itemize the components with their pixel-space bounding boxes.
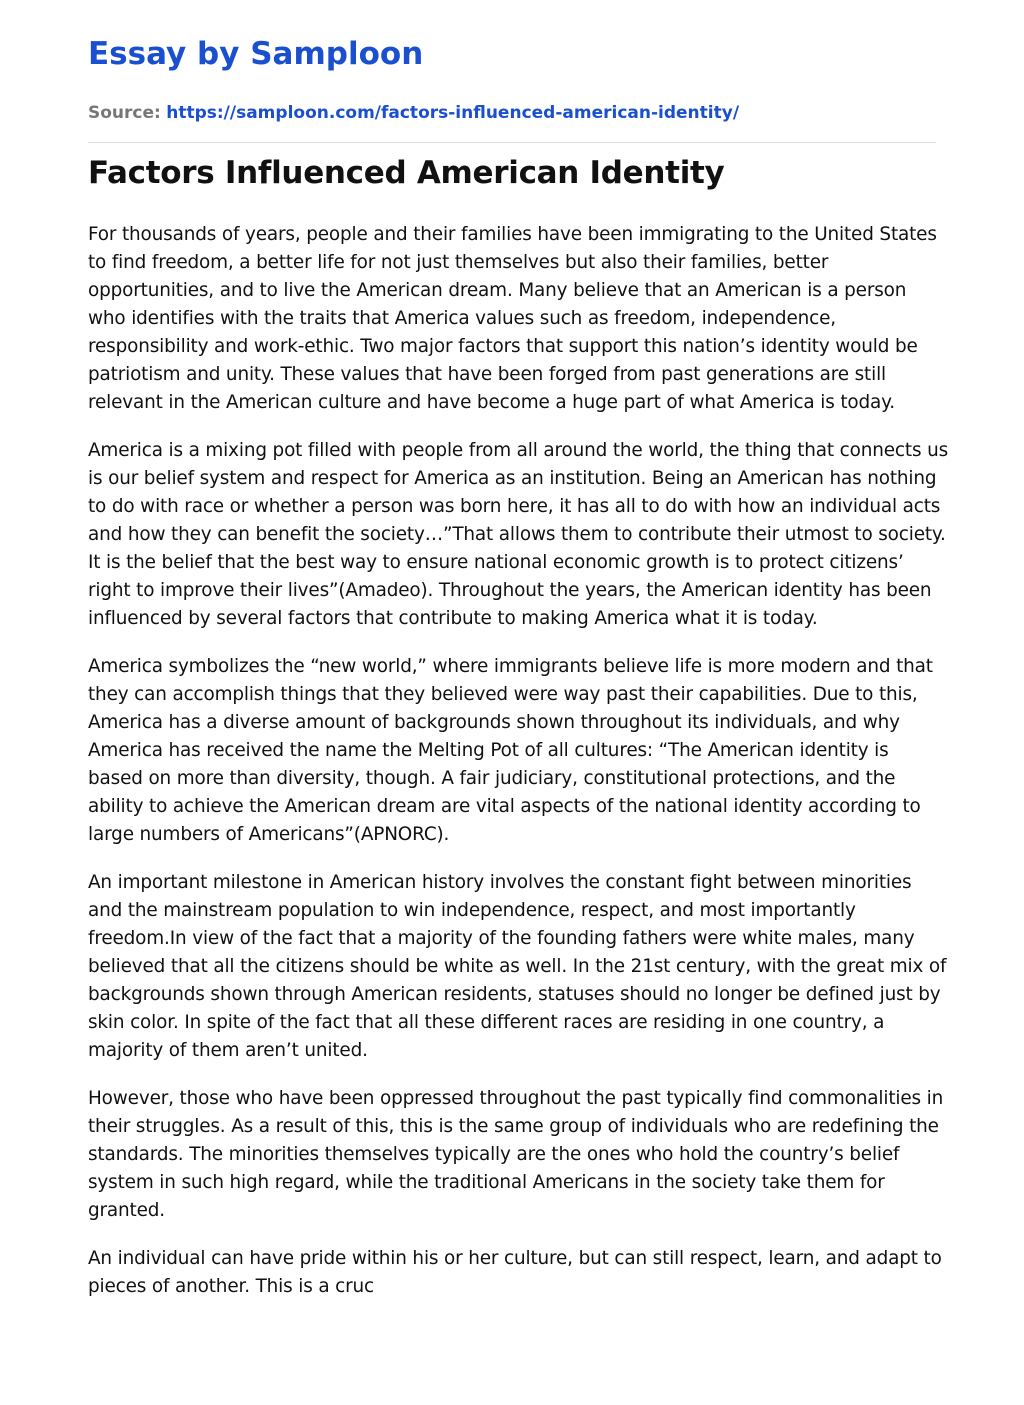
paragraph-5: However, those who have been oppressed throughout the past typically find commonalities in their struggles. As a result of this, this is the same group of individuals who are redefining the standards. The minorities themselves typically are the ones who hold the country’s belief system in such high regard, while the traditional Americans in the society take them for granted.: [88, 1088, 944, 1221]
paragraph-4: An important milestone in American history involves the constant fight between minorities and the mainstream population to win independence, respect, and most importantly freedom.In view of the fact that a majority of the founding fathers were white males, many believed that all the citizens should be white as well. In the 21st century, with the great mix of backgrounds shown through American residents, statuses should no longer be defined just by skin color. In spite of the fact that all these different races are residing in one country, a majority of them aren’t united.: [88, 872, 947, 1061]
source-line: [88, 103, 739, 123]
essay-title: Factors Influenced American Identity: [88, 155, 725, 191]
paragraph-1: For thousands of years, people and their families have been immigrating to the United States to find freedom, a better life for not just themselves but also their families, better opportunities, and to live the American dream. Many believe that an American is a person who identifies with the traits that America values such as freedom, independence, responsibility and work-ethic. Two major factors that support this nation’s identity would be patriotism and unity. These values that have been forged from past generations are still relevant in the American culture and have become a huge part of what America is today.: [88, 224, 937, 413]
source-label: Source:: [88, 103, 161, 123]
paragraph-2: America is a mixing pot filled with people from all around the world, the thing that connects us is our belief system and respect for America as an institution. Being an American has nothing to do with race or whether a person was born here, it has all to do with how an individual acts and how they can benefit the society…”That allows them to contribute their utmost to society. It is the belief that the best way to ensure national economic growth is to protect citizens’ right to improve their lives”(Amadeo). Throughout the years, the American identity has been influenced by several factors that contribute to making America what it is today.: [88, 440, 949, 629]
paragraph-3: America symbolizes the “new world,” where immigrants believe life is more modern and that they can accomplish things that they believed were way past their capabilities. Due to this, America has a diverse amount of backgrounds shown throughout its individuals, and why America has received the name the Melting Pot of all cultures: “The American identity is based on more than diversity, though. A fair judiciary, constitutional protections, and the ability to achieve the American dream are vital aspects of the national identity according to large numbers of Americans”(APNORC).: [88, 656, 933, 845]
essay-body: [88, 221, 948, 1321]
header-divider: [88, 142, 936, 143]
source-link[interactable]: https://samploon.com/factors-influenced-american-identity/: [166, 103, 740, 123]
site-brand[interactable]: Essay by Samploon: [88, 36, 424, 72]
paragraph-6: An individual can have pride within his or her culture, but can still respect, learn, and adapt to pieces of another. This is a cruc: [88, 1248, 942, 1297]
